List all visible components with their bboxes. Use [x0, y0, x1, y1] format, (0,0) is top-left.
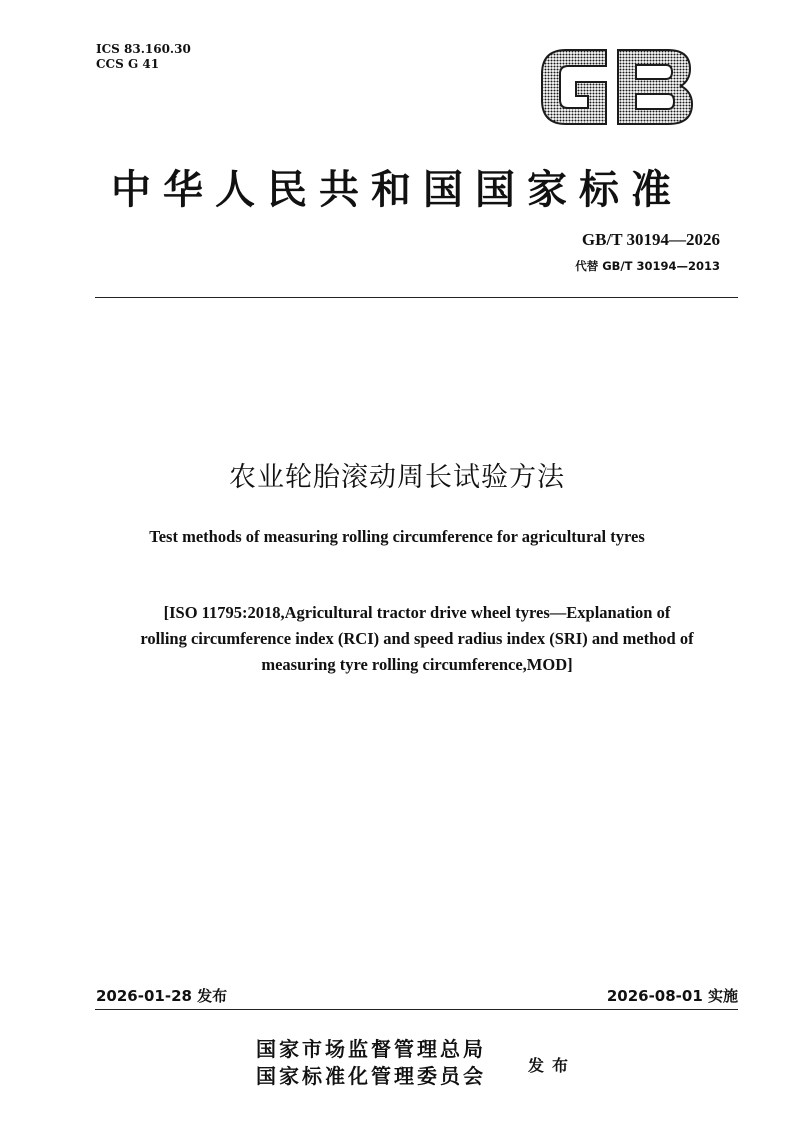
publish-label: 发布	[528, 1056, 577, 1075]
iso-reference	[80, 600, 754, 678]
iso-reference-line: rolling circumference index (RCI) and speed radius index (SRI) and method of	[140, 629, 694, 648]
gb-logo-g-letter	[542, 50, 606, 124]
gb-logo-b-letter	[618, 50, 692, 124]
ics-code: ICS 83.160.30	[96, 42, 191, 56]
issue-date: 2026-01-28 发布	[96, 987, 228, 1005]
issuer-samr: 国家市场监督管理总局	[256, 1037, 486, 1061]
title-english: Test methods of measuring rolling circumference for agricultural tyres	[149, 527, 645, 546]
classification-codes	[96, 42, 191, 72]
iso-reference-line: measuring tyre rolling circumference,MOD]	[261, 655, 573, 674]
implementation-date: 2026-08-01 实施	[606, 987, 738, 1005]
footer-divider	[95, 1009, 738, 1010]
issuing-organizations	[256, 1036, 486, 1090]
ccs-code: CCS G 41	[96, 57, 160, 71]
replaces-standard: 代替 GB/T 30194—2013	[575, 259, 720, 273]
title-chinese: 农业轮胎滚动周长试验方法	[229, 462, 565, 493]
gb-logo	[538, 44, 696, 130]
header-divider	[95, 297, 738, 298]
iso-reference-line: [ISO 11795:2018,Agricultural tractor drive wheel tyres—Explanation of	[163, 603, 671, 622]
issuer-sac: 国家标准化管理委员会	[256, 1064, 486, 1088]
standard-number: GB/T 30194—2026	[581, 230, 720, 249]
national-standard-header: 中华人民共和国国家标准	[111, 167, 683, 213]
